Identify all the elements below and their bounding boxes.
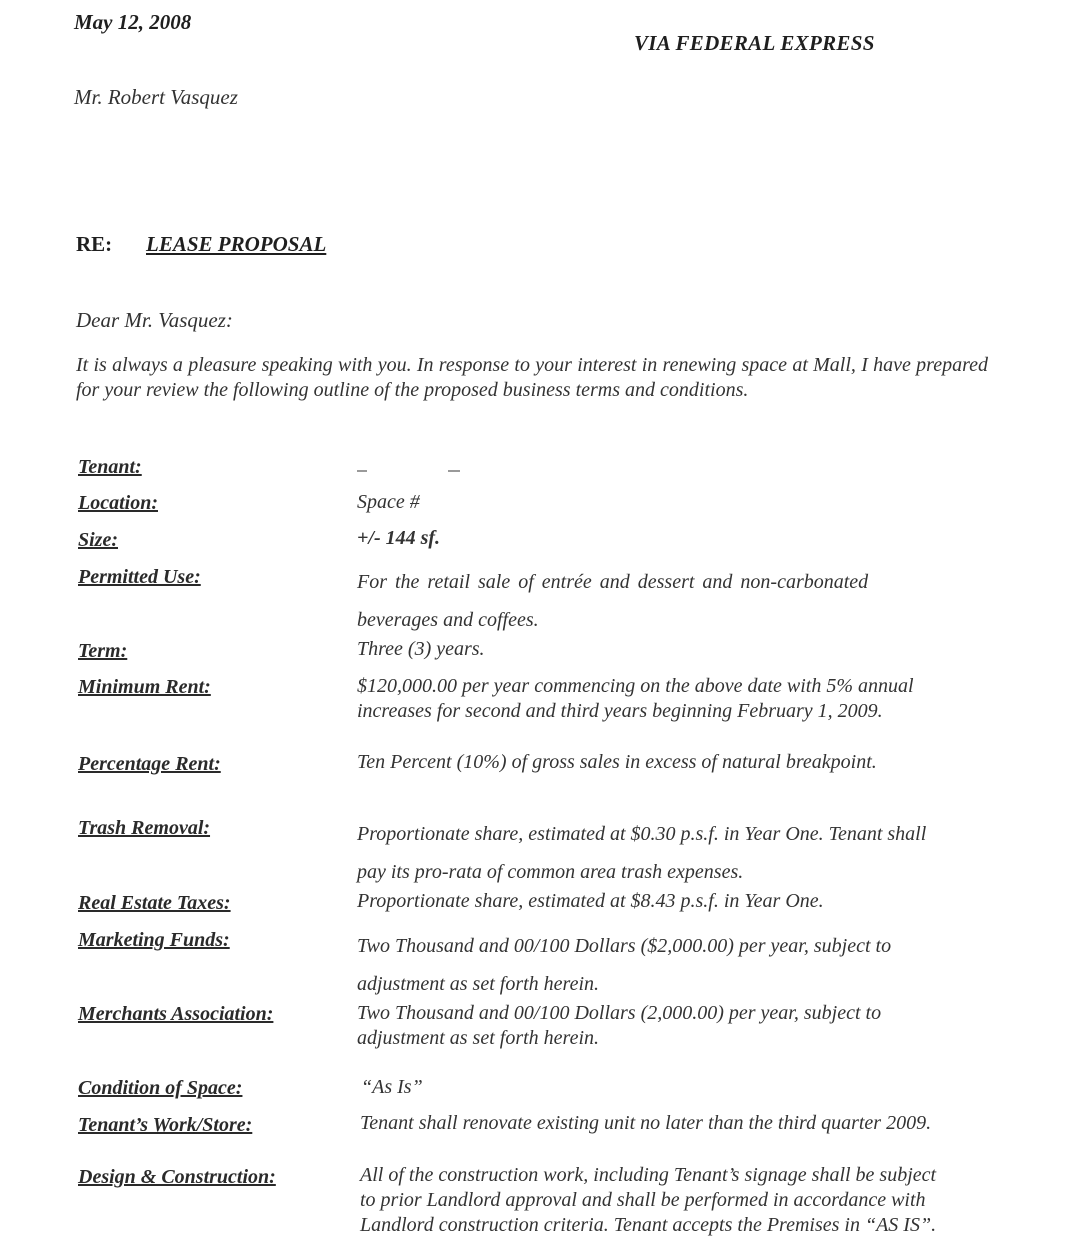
intro-paragraph: It is always a pleasure speaking with you. In response to your interest in renewing space at Mall, I have prepared for your review the following outline of the proposed business terms and conditions. — [76, 354, 988, 401]
value-line: $120,000.00 per year commencing on the above date with 5% annual — [357, 675, 914, 697]
term-label-trash-removal: Trash Removal: — [78, 817, 211, 839]
term-label-marketing-funds: Marketing Funds: — [78, 929, 230, 951]
term-label-design-construction: Design & Construction: — [78, 1166, 276, 1188]
term-label-minimum-rent: Minimum Rent: — [78, 676, 211, 698]
term-value-size — [357, 527, 989, 550]
subject-label: RE: — [76, 232, 113, 256]
term-label-real-estate-taxes: Real Estate Taxes: — [78, 892, 231, 914]
value-line: Proportionate share, estimated at $8.43 p.s.f. in Year One. — [357, 890, 824, 912]
term-label-location: Location: — [78, 492, 158, 514]
value-line: to prior Landlord approval and shall be performed in accordance with — [360, 1189, 926, 1211]
term-value-percentage-rent — [357, 751, 989, 774]
term-label-tenant: Tenant: — [78, 456, 142, 478]
term-label-permitted-use: Permitted Use: — [78, 566, 201, 588]
term-value-marketing-funds — [357, 927, 989, 1003]
value-line: +/- 144 sf. — [357, 527, 441, 549]
term-label-tenants-work: Tenant’s Work/Store: — [78, 1114, 253, 1136]
term-value-location — [357, 491, 989, 514]
term-label-term: Term: — [78, 640, 128, 662]
term-value-minimum-rent — [357, 674, 989, 724]
value-line: Ten Percent (10%) of gross sales in excess of natural breakpoint. — [357, 751, 877, 773]
value-line: pay its pro-rata of common area trash expenses. — [357, 861, 744, 883]
term-value-condition-of-space — [361, 1076, 993, 1099]
delivery-method: VIA FEDERAL EXPRESS — [634, 31, 875, 55]
term-label-percentage-rent: Percentage Rent: — [78, 753, 221, 775]
value-line: Landlord construction criteria. Tenant accepts the Premises in “AS IS”. — [360, 1214, 937, 1236]
term-label-size: Size: — [78, 529, 118, 551]
letter-date: May 12, 2008 — [74, 10, 192, 34]
term-value-trash-removal — [357, 815, 989, 891]
term-value-tenants-work — [360, 1112, 992, 1135]
value-line: Tenant shall renovate existing unit no later than the third quarter 2009. — [360, 1112, 932, 1134]
value-line: beverages and coffees. — [357, 609, 539, 631]
term-value-permitted-use — [357, 563, 989, 639]
term-value-real-estate-taxes — [357, 890, 989, 913]
subject-title: LEASE PROPOSAL — [146, 232, 327, 256]
value-line: adjustment as set forth herein. — [357, 1027, 600, 1049]
term-label-merchants-association: Merchants Association: — [78, 1003, 274, 1025]
value-line: All of the construction work, including Tenant’s signage shall be subject — [360, 1164, 937, 1186]
redaction-mark — [357, 470, 367, 472]
value-line: Two Thousand and 00/100 Dollars (2,000.00) per year, subject to — [357, 1002, 882, 1024]
value-line: adjustment as set forth herein. — [357, 973, 600, 995]
term-value-design-construction — [360, 1163, 992, 1238]
term-label-condition-of-space: Condition of Space: — [78, 1077, 243, 1099]
value-line: Space # — [357, 491, 420, 513]
salutation: Dear Mr. Vasquez: — [76, 308, 233, 332]
value-line: increases for second and third years beginning February 1, 2009. — [357, 700, 883, 722]
value-line: Proportionate share, estimated at $0.30 p.s.f. in Year One. Tenant shall — [357, 823, 927, 845]
redaction-mark — [448, 470, 460, 472]
term-value-term — [357, 638, 989, 661]
value-line: Two Thousand and 00/100 Dollars ($2,000.00) per year, subject to — [357, 935, 892, 957]
recipient-name: Mr. Robert Vasquez — [74, 85, 238, 109]
value-line: “As Is” — [361, 1076, 423, 1098]
value-line: Three (3) years. — [357, 638, 485, 660]
term-value-merchants-association — [357, 1001, 989, 1051]
value-line: For the retail sale of entrée and dessert and non-carbonated — [357, 571, 869, 593]
